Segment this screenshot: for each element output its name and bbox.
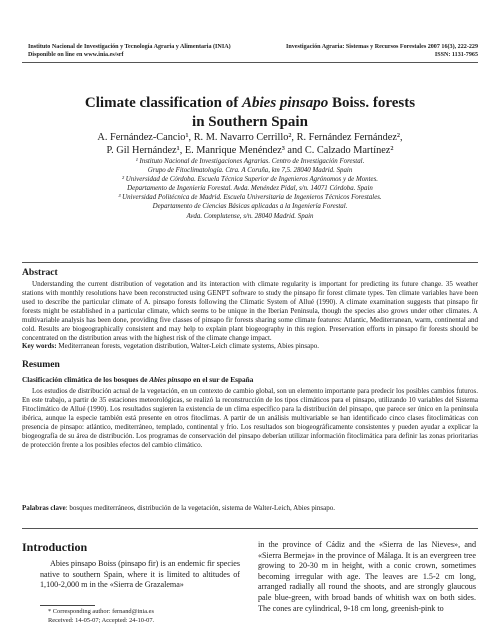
abstract-keywords [22, 342, 478, 351]
resumen-heading: Resumen [22, 359, 60, 370]
affiliation-line: ³ Universidad Politécnica de Madrid. Escuela Universitaria de Ingenieros Técnicos Forestales. [118, 194, 382, 202]
title-species: Abies pinsapo [241, 95, 329, 111]
affiliation-line: Departamento de Ciencias Básicas aplicadas a la Ingeniería Forestal. [152, 203, 348, 211]
affiliation-line: ¹ Instituto Nacional de Investigaciones Agrarias. Centro de Investigación Forestal. [135, 158, 365, 165]
title-part1: Climate classification of [84, 95, 242, 111]
affiliations [40, 157, 460, 221]
title-part2: Boiss. forests [328, 95, 416, 111]
abstract-text: Understanding the current distribution of vegetation and its interaction with climate regularity is important for predicting its future change. 35 weather stations with monthly resolutions have been reconstructed using GENPT software to study the pinsapo fir forest climate types. Ten climate variables have been used to describe the particular climate of A. pinsapo forests following the Climatic System of Allué (1990). A climate examination suggests that pinsapo fir forests might be established in a particular climate, which seems to be unique in the Iberian Peninsula, though the species also grows under other climates. A multivariable analysis has been done, providing five classes of pinsapo fir forests sharing some climate features: Atlantic, Mediterranean, warm, continental and cold. Results are biogeographically consistent and may help to explain plant biogeography in this region. Preservation efforts in pinsapo fir forests should be concentrated on the distribution areas with the highest risk of the climate change impact. [22, 280, 478, 343]
abstract-top-rule [22, 262, 478, 263]
authors-line1: A. Fernández-Cancio¹, R. M. Navarro Cerrillo², R. Fernández Fernández², [97, 132, 403, 143]
affiliation-line: Departamento de Ingeniería Forestal. Avda. Menéndez Pidal, s/n. 14071 Córdoba. Spain [127, 185, 373, 193]
title-line2: in Southern Spain [192, 114, 308, 130]
resumen-keywords [22, 504, 478, 513]
abstract-heading: Abstract [22, 267, 58, 278]
author-list [30, 131, 470, 157]
resumen-title-part1: Clasificación climática de los bosques de [22, 375, 150, 384]
header-rule [22, 62, 478, 63]
journal-issn: ISSN: 1131-7965 [434, 51, 478, 58]
paper-title [40, 94, 460, 132]
running-header-left [28, 44, 258, 59]
abstract-bottom-rule [22, 528, 478, 529]
resumen-title-part2: en el sur de España [191, 375, 254, 384]
resumen-title-species: Abies pinsapo [149, 375, 192, 384]
palabras-clave-label: Palabras clave [22, 504, 66, 512]
introduction-left-column: Abies pinsapo Boiss (pinsapo fir) is an endemic fir species native to southern Spain, where it is limited to altitudes of 1,100-2,000 m in the «Sierra de Grazalema» [40, 559, 240, 590]
journal-publisher: Instituto Nacional de Investigación y Tecnología Agraria y Alimentaria (INIA) [28, 44, 231, 50]
journal-availability: Disponible on line en www.inia.es/srf [28, 51, 124, 58]
journal-citation: Investigación Agraria: Sistemas y Recursos Forestales 2007 16(3), 222-229 [286, 44, 478, 50]
footnote-rule [40, 605, 95, 606]
keywords-label: Key words: [22, 342, 57, 350]
footnote [40, 608, 240, 625]
introduction-heading: Introduction [22, 540, 88, 554]
introduction-right-column: in the province of Cádiz and the «Sierra de las Nieves», and «Sierra Bermeja» in the province of Málaga. It is an evergreen tree growing to 20-30 m in height, with a conic crown, sometimes becoming irregular with age. The leaves are 1.5-2 cm long, arranged radially all round the shoots, and are strongly glaucous pale blue-green, with broad bands of whitish wax on both sides. The cones are cylindrical, 9-18 cm long, greenish-pink to [258, 540, 476, 613]
palabras-clave-list: : bosques mediterráneos, distribución de la vegetación, sistema de Walter-Leich, Abies pinsapo. [65, 504, 336, 512]
corresponding-author: * Corresponding author: fernand@inia.es [48, 608, 154, 615]
received-accepted: Received: 14-05-07; Accepted: 24-10-07. [48, 616, 155, 624]
resumen-title [22, 375, 478, 384]
affiliation-line: Avda. Complutense, s/n. 28040 Madrid. Spain [186, 212, 314, 220]
authors-line2: P. Gil Hernández¹, E. Manrique Menéndez³ and C. Calzado Martínez² [106, 145, 394, 156]
running-header-right [258, 44, 478, 59]
affiliation-line: ² Universidad de Córdoba. Escuela Técnica Superior de Ingenieros Agrónomos y de Montes. [122, 176, 378, 184]
affiliation-line: Grupo de Fitoclimatología. Ctra. A Coruña, km 7,5. 28040 Madrid. Spain [147, 167, 353, 175]
keywords-list: Mediterranean forests, vegetation distribution, Walter-Leich climate systems, Abies pinsapo. [56, 342, 320, 350]
resumen-text: Los estudios de distribución actual de la vegetación, en un contexto de cambio global, son un elemento importante para predecir los posibles cambios futuros. En este trabajo, a partir de 35 estaciones meteorológicas, se realizó la reconstrucción de los tipos climáticos para el pinsapo, utilizando 10 variables del Sistema Fitoclimático de Allué (1990). Los resultados sugieren la existencia de un clima específico para la distribución del pinsapo, que parece ser único en la península ibérica, aunque la especie también está presente en otros fitoclimas. A partir de un análisis multivariable se han identificado cinco clases fitoclimáticas con presencia de pinsapo: atlántico, mediterráneo, templado, continental y frío. Los resultados son biogeográficamente consistentes y pueden ayudar a explicar la biogeografía de su área de distribución. Los programas de conservación del pinsapo deberían utilizar información fitoclimática para definir las zonas prioritarias de protección frente a los posibles efectos del cambio climático. [22, 387, 478, 450]
